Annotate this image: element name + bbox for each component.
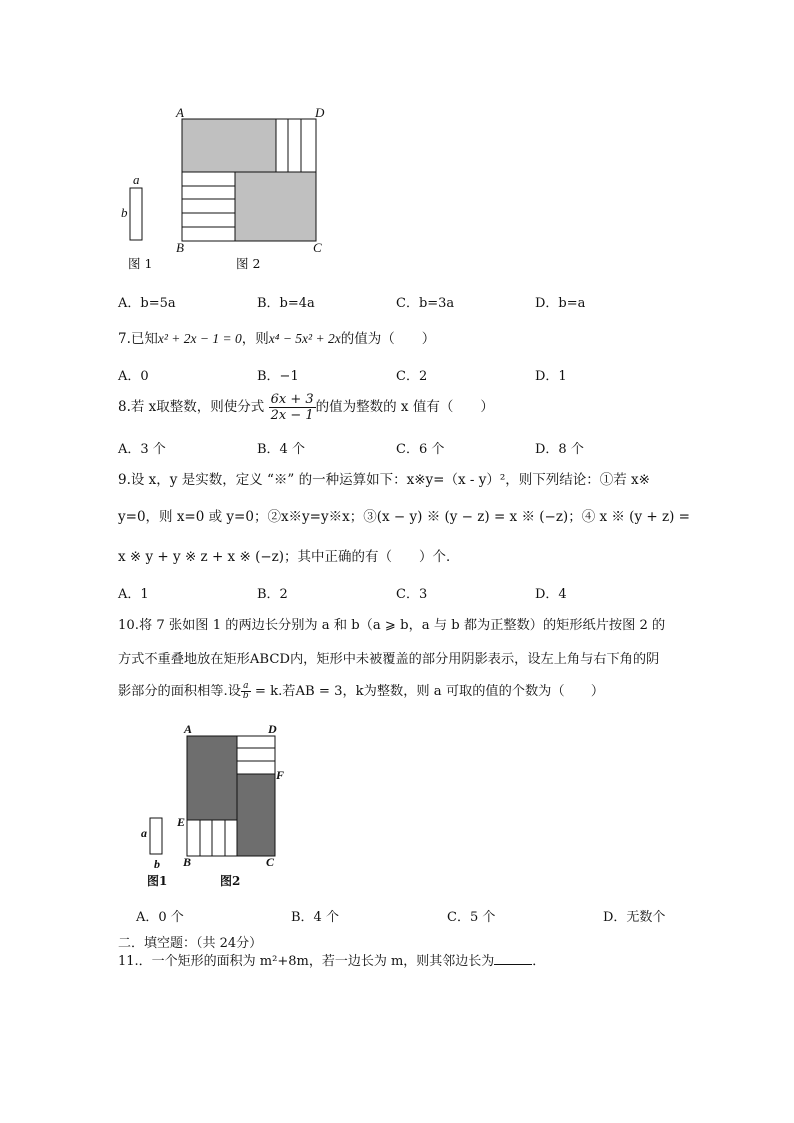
q7-number: 7. [118, 331, 131, 347]
section-2-heading: 二．填空题：（共 24分） [118, 936, 263, 951]
q9-option-c: C．3 [396, 587, 428, 602]
q10-option-b: B．4 个 [291, 910, 339, 925]
question-11 [118, 950, 545, 969]
q8-suffix: 的值为整数的 x 值有（ ） [315, 399, 494, 415]
q6-option-d: D．b=a [535, 296, 586, 311]
fig1b-label-b: b [154, 857, 160, 871]
question-8 [118, 392, 494, 423]
q10-fraction [241, 682, 251, 701]
q7-middle: ，则 [241, 331, 269, 347]
q10-option-a: A．0 个 [136, 910, 184, 925]
q10-line-2: 方式不重叠地放在矩形ABCD内，矩形中未被覆盖的部分用阴影表示，设左上角与右下角的阴 [118, 652, 660, 667]
q8-number: 8. [118, 399, 131, 415]
q8-prefix: 若 x取整数，则使分式 [130, 399, 265, 415]
q6-option-c: C．b=3a [396, 296, 455, 311]
fig2b-label-e: E [177, 815, 186, 829]
q10-frac-numerator: a [241, 682, 251, 692]
shaded-bottom-right [235, 172, 316, 241]
q9-option-a: A．1 [118, 587, 149, 602]
q7-option-a: A．0 [118, 369, 149, 384]
fig1b-label-a: a [141, 826, 147, 840]
q9-line-3: x ※ y + y ※ z + x ※ (−z)；其中正确的有（ ）个． [118, 549, 460, 565]
fig2-label-b: B [176, 240, 184, 255]
q8-option-a: A．3 个 [118, 442, 166, 457]
q10-option-c: C．5 个 [447, 910, 496, 925]
q8-frac-denominator: 2x − 1 [270, 408, 314, 423]
q10-frac-denominator: b [242, 691, 249, 701]
fig2b-label-d: D [268, 722, 277, 736]
fig2b-label-a: A [184, 722, 193, 736]
q7-condition: x² + 2x − 1 = 0 [157, 331, 242, 346]
fig1-label-a: a [133, 172, 140, 187]
q10-line3-prefix: 影部分的面积相等.设 [118, 684, 241, 699]
q10-option-d: D．无数个 [603, 910, 666, 925]
shaded-right [237, 774, 275, 856]
q9-option-d: D．4 [535, 587, 567, 602]
fig1b-rectangle [150, 818, 162, 854]
shaded-left [187, 736, 237, 820]
fig1-label-b: b [121, 205, 128, 220]
q11-text: 11.．一个矩形的面积为 m²+8m，若一边长为 m，则其邻边长为 [118, 954, 495, 969]
fig2-label-c: C [313, 240, 322, 255]
q7-option-c: C．2 [396, 369, 428, 384]
fig2-label-a: A [176, 105, 184, 120]
q11-end: ． [532, 954, 546, 969]
q7-prefix: 已知 [130, 331, 158, 347]
q7-suffix: 的值为（ ） [340, 331, 436, 347]
q10-line-1: 10.将 7 张如图 1 的两边长分别为 a 和 b（a ⩾ b，a 与 b 都为正整数）的矩形纸片按图 2 的 [118, 618, 666, 633]
q10-line3-suffix: = k.若AB = 3，k为整数，则 a 可取的值的个数为（ ） [250, 684, 605, 699]
fig1-caption: 图 1 [128, 256, 153, 271]
q9-line-2: y=0，则 x=0 或 y=0；②x※y=y※x；③(x − y) ※ (y − z) = x ※ (−z)；④ x ※ (y + z) = [118, 509, 690, 525]
fig1b-caption: 图1 [147, 874, 168, 888]
fig2b-caption: 图2 [220, 874, 241, 888]
question-7 [118, 327, 435, 347]
q6-option-a: A．b=5a [118, 296, 176, 311]
q10-line-3 [118, 680, 604, 701]
fig2b-label-b: B [183, 855, 192, 869]
q6-option-b: B．b=4a [257, 296, 315, 311]
fig2b-label-f: F [276, 768, 285, 782]
shaded-top-left [182, 119, 276, 172]
q8-fraction [269, 392, 316, 423]
q7-option-b: B．−1 [257, 369, 299, 384]
fig2b-label-c: C [266, 855, 275, 869]
q8-frac-numerator: 6x + 3 [270, 392, 314, 407]
q9-line-1: 9.设 x，y 是实数，定义 “※” 的一种运算如下：x※y=（x - y）²，则下列结论：①若 x※ [118, 472, 650, 488]
q7-option-d: D．1 [535, 369, 567, 384]
q8-option-b: B．4 个 [257, 442, 305, 457]
q7-expression: x⁴ − 5x² + 2x [268, 331, 341, 346]
q8-option-d: D．8 个 [535, 442, 584, 457]
fig2-label-d: D [315, 105, 325, 120]
q9-option-b: B．2 [257, 587, 288, 602]
q11-answer-blank[interactable] [494, 952, 532, 965]
figure-bottom [140, 720, 300, 880]
fig2-caption: 图 2 [236, 256, 261, 271]
fig1-rectangle [130, 188, 142, 240]
q8-option-c: C．6 个 [396, 442, 445, 457]
